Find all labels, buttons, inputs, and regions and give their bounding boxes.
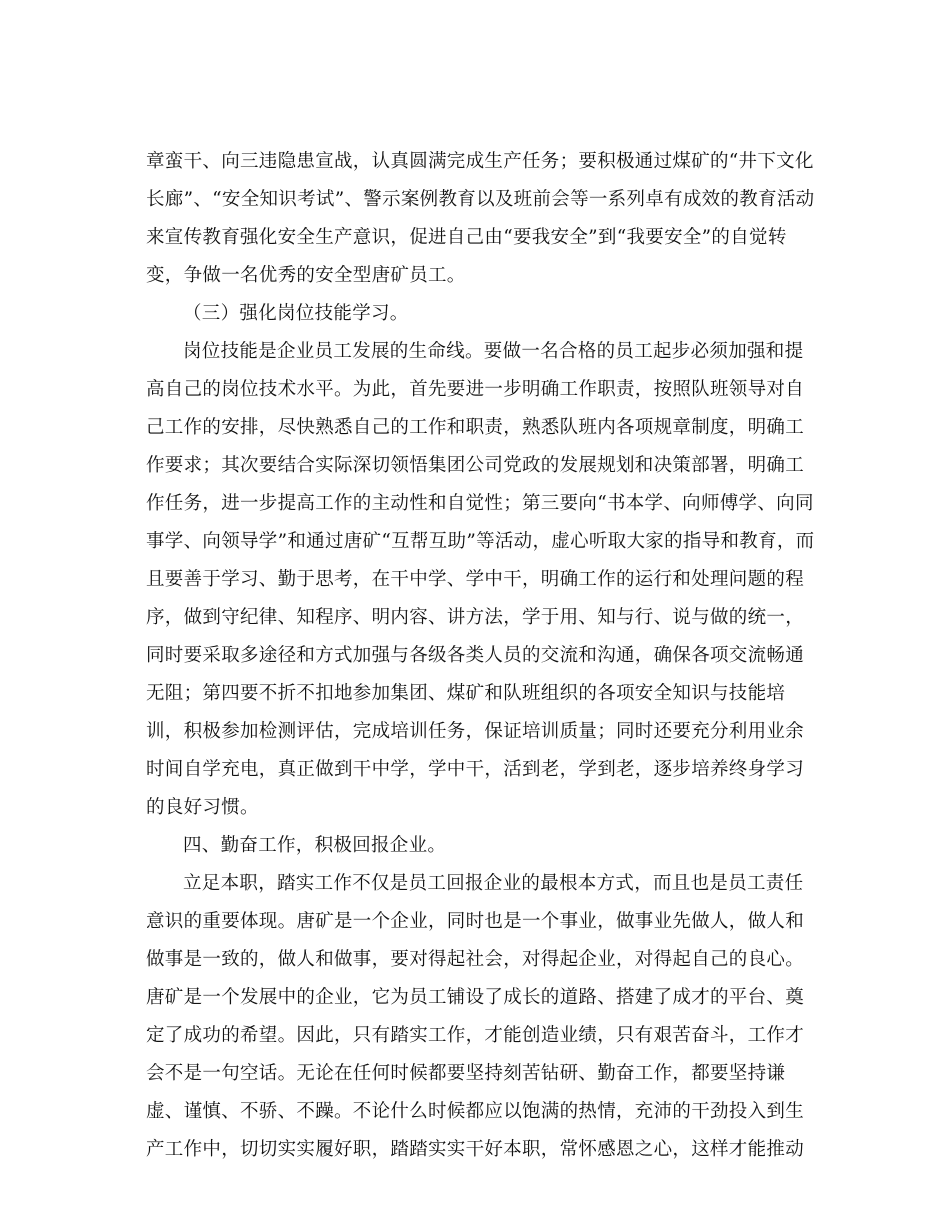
text-line: 己工作的安排，尽快熟悉自己的工作和职责，熟悉队班内各项规章制度，明确工 — [146, 417, 805, 438]
text-line: 立足本职，踏实工作不仅是员工回报企业的最根本方式，而且也是员工责任 — [183, 873, 804, 894]
section-heading: （三）强化岗位技能学习。 — [183, 303, 409, 324]
text-line: 的良好习惯。 — [146, 797, 259, 818]
text-line: 训，积极参加检测评估，完成培训任务，保证培训质量；同时还要充分利用业余 — [146, 721, 805, 742]
text-line: 岗位技能是企业员工发展的生命线。要做一名合格的员工起步必须加强和提 — [183, 341, 804, 362]
text-line: 做事是一致的，做人和做事，要对得起社会，对得起企业，对得起自己的良心。 — [146, 949, 805, 970]
text-line: 且要善于学习、勤于思考，在干中学、学中干，明确工作的运行和处理问题的程 — [146, 569, 805, 590]
text-line: 无阻；第四要不折不扣地参加集团、煤矿和队班组织的各项安全知识与技能培 — [146, 683, 786, 704]
text-line: 时间自学充电，真正做到干中学，学中干，活到老，学到老，逐步培养终身学习 — [146, 759, 805, 780]
text-line: 产工作中，切切实实履好职，踏踏实实干好本职，常怀感恩之心，这样才能推动 — [146, 1139, 805, 1160]
text-line: 作任务，进一步提高工作的主动性和自觉性；第三要向“书本学、向师傅学、向同 — [146, 493, 814, 514]
text-line: 唐矿是一个发展中的企业，它为员工铺设了成长的道路、搭建了成才的平台、奠 — [146, 987, 805, 1008]
text-line: 会不是一句空话。无论在任何时候都要坚持刻苦钻研、勤奋工作，都要坚持谦 — [146, 1063, 786, 1084]
text-line: 序，做到守纪律、知程序、明内容、讲方法，学于用、知与行、说与做的统一， — [146, 607, 805, 628]
text-line: 高自己的岗位技术水平。为此，首先要进一步明确工作职责，按照队班领导对自 — [146, 379, 805, 400]
text-line: 长廊”、“安全知识考试”、警示案例教育以及班前会等一系列卓有成效的教育活动 — [146, 189, 815, 210]
text-line: 作要求；其次要结合实际深切领悟集团公司党政的发展规划和决策部署，明确工 — [146, 455, 805, 476]
section-heading: 四、勤奋工作，积极回报企业。 — [183, 835, 447, 856]
text-line: 定了成功的希望。因此，只有踏实工作，才能创造业绩，只有艰苦奋斗，工作才 — [146, 1025, 805, 1046]
text-line: 来宣传教育强化安全生产意识，促进自己由“要我安全”到“我要安全”的自觉转 — [146, 227, 787, 248]
text-line: 同时要采取多途径和方式加强与各级各类人员的交流和沟通，确保各项交流畅通 — [146, 645, 805, 666]
text-line: 章蛮干、向三违隐患宣战，认真圆满完成生产任务；要积极通过煤矿的“井下文化 — [146, 151, 814, 172]
text-line: 虚、谨慎、不骄、不躁。不论什么时候都应以饱满的热情，充沛的干劲投入到生 — [146, 1101, 805, 1122]
text-line: 变，争做一名优秀的安全型唐矿员工。 — [146, 265, 466, 286]
text-line: 意识的重要体现。唐矿是一个企业，同时也是一个事业，做事业先做人，做人和 — [146, 911, 805, 932]
text-line: 事学、向领导学”和通过唐矿“互帮互助”等活动，虚心听取大家的指导和教育，而 — [146, 531, 815, 552]
